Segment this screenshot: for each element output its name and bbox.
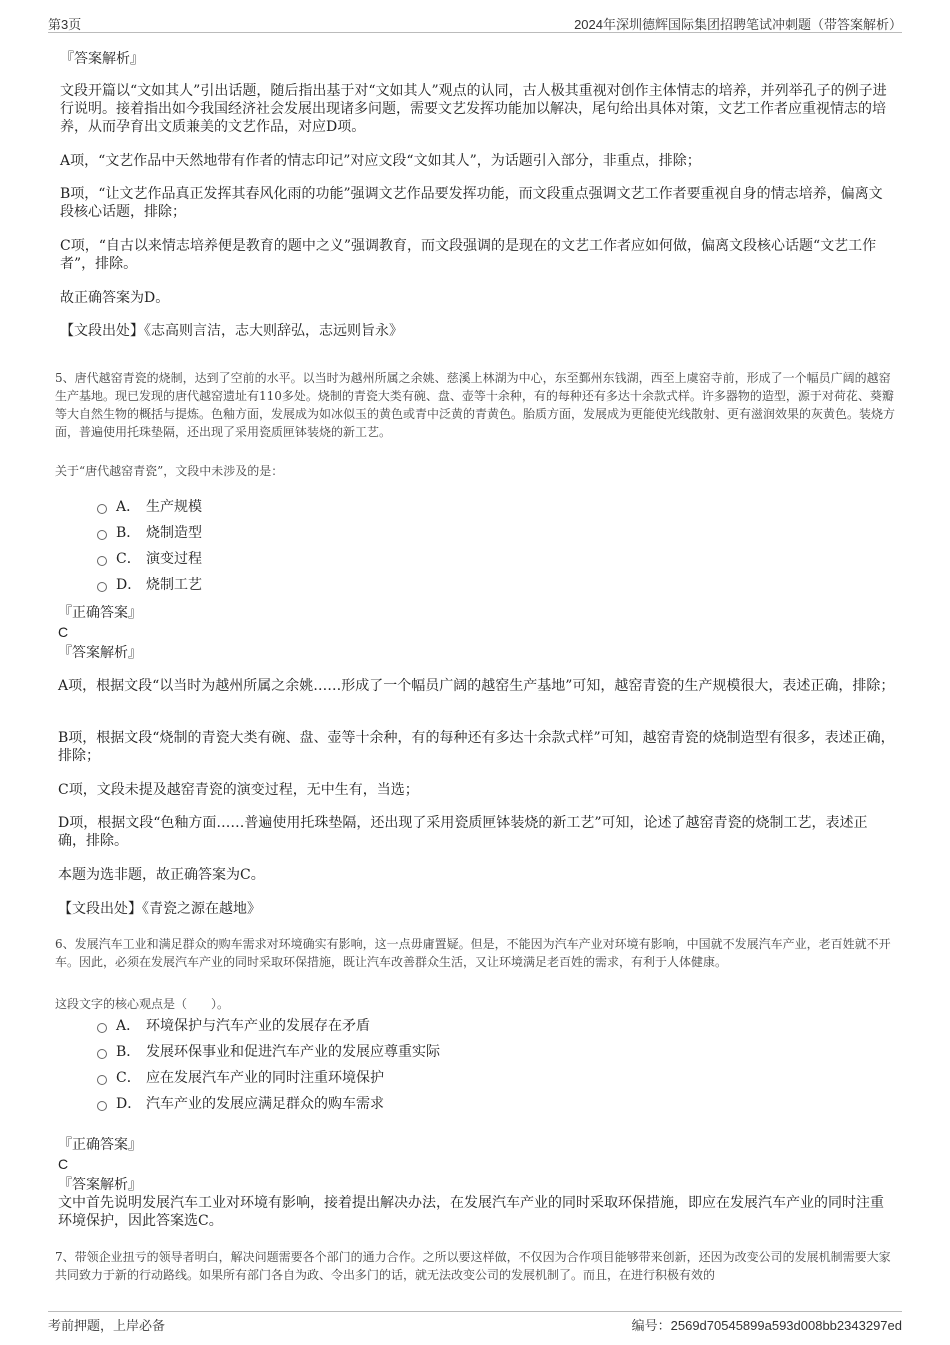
q7-passage: 7、带领企业扭亏的领导者明白，解决问题需要各个部门的通力合作。之所以要这样做，不仅因为合作项目能够带来创新，还因为改变公司的发展机制需要大家共同致力于新的行动路线。如果所有部门各自为政、令出多门的话，就无法改变公司的发展机制了。而且，在进行积极有效的 [55,1250,891,1282]
q5-conclusion: 本题为选非题，故正确答案为C。 [58,867,265,883]
q5-correct-label: 『正确答案』 [58,605,142,621]
q6-passage: 6、发展汽车工业和满足群众的购车需求对环境确实有影响，这一点毋庸置疑。但是，不能因为汽车产业对环境有影响，中国就不发展汽车产业，老百姓就不开车。因此，必须在发展汽车产业的同时采取环保措施，既让汽车改善群众生活，又让环境满足老百姓的需求，有利于人体健康。 [55,937,891,969]
q5-analysis-a: A项，根据文段“以当时为越州所属之余姚……形成了一个幅员广阔的越窑生产基地”可知，越窑青瓷的生产规模很大，表述正确，排除； [58,678,895,694]
document-title: 2024年深圳德辉国际集团招聘笔试冲刺题（带答案解析） [574,17,902,32]
q4-analysis-b: B项，“让文艺作品真正发挥其春风化雨的功能”强调文艺作品要发挥功能，而文段重点强调文艺工作者要重视自身的情志培养，偏离文段核心话题，排除； [60,186,883,220]
q5-analysis-label: 『答案解析』 [58,645,142,661]
footer-id: 编号：2569d70545899a593d008bb2343297ed [631,1318,902,1333]
q6-question: 这段文字的核心观点是（ ）。 [55,997,230,1011]
page-number: 第3页 [48,17,82,32]
q5-question: 关于“唐代越窑青瓷”，文段中未涉及的是： [55,464,284,478]
q5-passage: 5、唐代越窑青瓷的烧制，达到了空前的水平。以当时为越州所属之余姚、慈溪上林湖为中心，东至鄞州东钱湖，西至上虞窑寺前，形成了一个幅员广阔的越窑生产基地。现已发现的唐代越窑遗址有110多处。烧制的青瓷大类有碗、盘、壶等十余种，有的每种还有多达十余款式样。许多器物的造型，源于对荷花、葵瓣等大自然生物的概括与提炼。色釉方面，发展成为如冰似玉的黄色或青中泛黄的青黄色。胎质方面，发展成为更能使光线散射、更有滋润效果的灰黄色。装烧方面，普遍使用托珠垫隔，还出现了采用瓷质匣钵装烧的新工艺。 [55,371,896,439]
radio-icon[interactable] [97,530,107,540]
q5-option-c[interactable]: C． 演变过程 [97,550,202,568]
q4-analysis-main: 文段开篇以“文如其人”引出话题，随后指出基于对“文如其人”观点的认同，古人极其重视对创作主体情志的培养，并列举孔子的例子进行说明。接着指出如今我国经济社会发展出现诸多问题，需要文艺发挥功能加以解决，尾句给出具体对策，文艺工作者应重视情志的培养，从而孕育出文质兼美的文艺作品，对应D项。 [60,83,887,135]
q4-source: 【文段出处】《志高则言洁，志大则辞弘，志远则旨永》 [60,323,403,339]
q6-option-d[interactable]: D． 汽车产业的发展应满足群众的购车需求 [97,1095,384,1113]
radio-icon[interactable] [97,556,107,566]
q4-analysis-label: 『答案解析』 [60,51,144,67]
radio-icon[interactable] [97,582,107,592]
radio-icon[interactable] [97,1075,107,1085]
q5-source: 【文段出处】《青瓷之源在越地》 [58,901,261,917]
radio-icon[interactable] [97,1023,107,1033]
q6-analysis-label: 『答案解析』 [58,1177,142,1193]
q4-conclusion: 故正确答案为D。 [60,290,170,306]
radio-icon[interactable] [97,1101,107,1111]
q6-correct-label: 『正确答案』 [58,1137,142,1153]
radio-icon[interactable] [97,504,107,514]
page-footer [48,1311,902,1332]
q4-analysis-c: C项，“自古以来情志培养便是教育的题中之义”强调教育，而文段强调的是现在的文艺工作者应如何做，偏离文段核心话题“文艺工作者”，排除。 [60,238,877,272]
q6-option-c[interactable]: C． 应在发展汽车产业的同时注重环境保护 [97,1069,384,1087]
q5-analysis-c: C项，文段未提及越窑青瓷的演变过程，无中生有，当选； [58,782,419,798]
q5-option-d[interactable]: D． 烧制工艺 [97,576,202,594]
q6-correct-answer: C [58,1156,69,1172]
q5-analysis-d: D项，根据文段“色釉方面……普遍使用托珠垫隔，还出现了采用瓷质匣钵装烧的新工艺”可知，论述了越窑青瓷的烧制工艺，表述正确，排除。 [58,815,868,849]
q6-analysis: 文中首先说明发展汽车工业对环境有影响，接着提出解决办法，在发展汽车产业的同时采取环保措施，即应在发展汽车产业的同时注重环境保护，因此答案选C。 [58,1195,884,1229]
radio-icon[interactable] [97,1049,107,1059]
q5-analysis-b: B项，根据文段“烧制的青瓷大类有碗、盘、壶等十余种，有的每种还有多达十余款式样”可知，越窑青瓷的烧制造型有很多，表述正确，排除； [58,730,895,764]
q5-option-b[interactable]: B． 烧制造型 [97,524,202,542]
q5-option-a[interactable]: A． 生产规模 [97,498,202,516]
page-header [48,12,902,33]
q6-option-a[interactable]: A． 环境保护与汽车产业的发展存在矛盾 [97,1017,370,1035]
q6-option-b[interactable]: B． 发展环保事业和促进汽车产业的发展应尊重实际 [97,1043,440,1061]
q4-analysis-a: A项，“文艺作品中天然地带有作者的情志印记”对应文段“文如其人”，为话题引入部分，非重点，排除； [60,153,701,169]
footer-slogan: 考前押题，上岸必备 [48,1318,166,1333]
q5-correct-answer: C [58,624,69,640]
